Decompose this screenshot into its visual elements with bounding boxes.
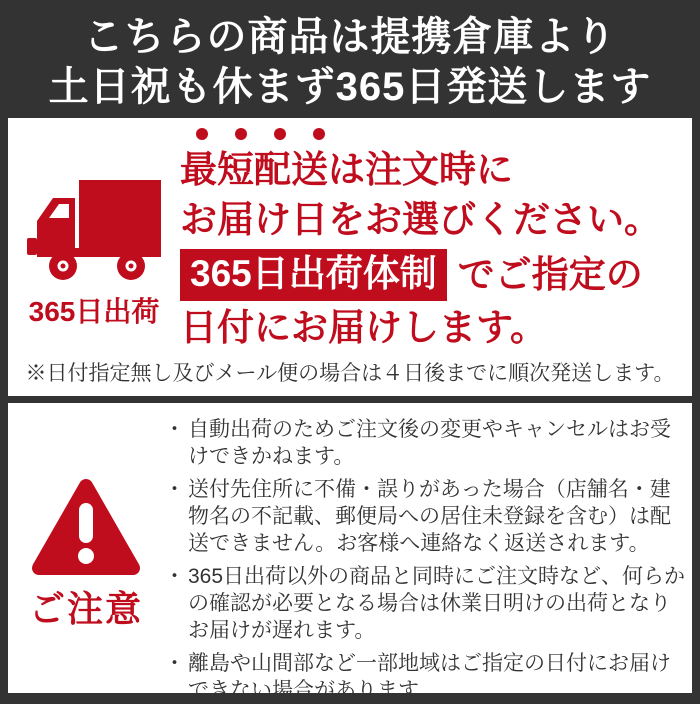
caution-panel: [8, 403, 692, 702]
caution-item: [164, 563, 686, 644]
delivery-line4: 日付にお届けします。: [180, 307, 548, 348]
bullet-marker: ・: [164, 652, 185, 675]
emphasis-dot: [274, 128, 286, 140]
highlight-badge: 365日出荷体制: [180, 249, 447, 301]
delivery-text-column: [180, 118, 692, 396]
emphasis-dots: [196, 128, 692, 140]
header-banner: [0, 0, 700, 118]
delivery-line3-rest: でご指定の: [457, 253, 643, 295]
delivery-line3: [180, 248, 692, 301]
delivery-line2: お届け日をお選びください。: [180, 199, 661, 240]
truck-label: 365日出荷: [28, 296, 160, 327]
caution-item: [164, 650, 686, 704]
header-line1: こちらの商品は提携倉庫より: [83, 15, 617, 59]
caution-item-text: 送付先住所に不備・誤りがあった場合（店舗名・建物名の不記載、郵便局への居住未登録を含む）は配送できません。お客様へ連絡なく返送されます。: [188, 478, 671, 555]
bullet-marker: ・: [164, 565, 185, 588]
emphasis-dot: [313, 128, 325, 140]
caution-list: [164, 403, 692, 702]
shipping-note: ※日付指定無し及びメール便の場合は４日後までに順次発送します。: [25, 362, 675, 385]
caution-item-text: 365日出荷以外の商品と同時にご注文時など、何らかの確認が必要となる場合は休業日明けの出荷となりお届けが遅れます。: [188, 565, 686, 642]
warning-triangle-icon: [30, 475, 142, 577]
caution-item-text: 離島や山間部など一部地域はご指定の日付にお届けできない場合があります。: [188, 652, 671, 702]
emphasis-dot: [235, 128, 247, 140]
emphasis-dot: [196, 128, 208, 140]
delivery-info-panel: [8, 118, 692, 396]
caution-column: [8, 403, 164, 693]
truck-column: [8, 118, 180, 396]
caution-item: [164, 476, 686, 557]
bullet-marker: ・: [164, 418, 185, 441]
caution-item-text: 自動出荷のためご注文後の変更やキャンセルはお受けできかねます。: [188, 418, 671, 468]
delivery-truck-icon: [25, 174, 163, 288]
caution-item: [164, 416, 686, 470]
header-line2: 土日祝も休まず365日発送します: [48, 65, 652, 109]
bullet-marker: ・: [164, 478, 185, 501]
caution-label: ご注意: [28, 588, 143, 629]
delivery-line1: 最短配送は注文時に: [180, 149, 513, 190]
